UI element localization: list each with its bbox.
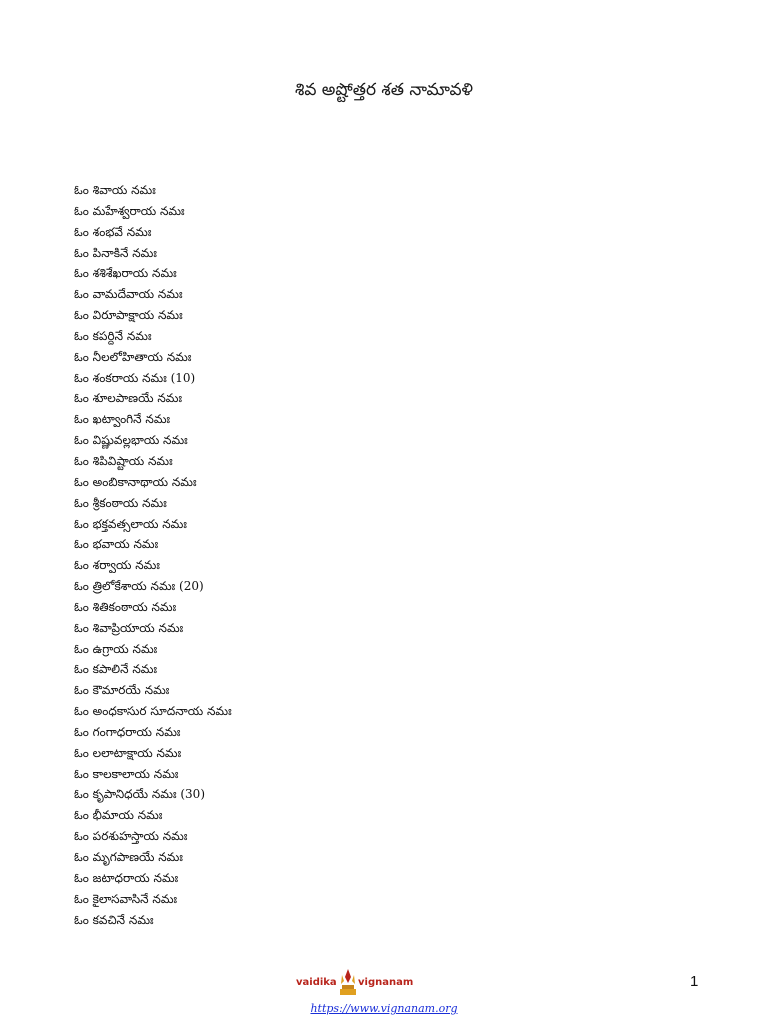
lamp-emblem-icon (338, 967, 358, 997)
name-item: ఓం కపర్దినే నమః (74, 328, 152, 343)
name-item: ఓం శంభవే నమః (74, 224, 152, 239)
name-item: ఓం పరశుహస్తాయ నమః (74, 829, 188, 844)
logo-text-right: vignanam (358, 977, 414, 988)
page-footer (0, 965, 768, 1024)
name-item: ఓం శశిశేఖరాయ నమః (74, 266, 177, 281)
name-item: ఓం లలాటాక్షాయ నమః (74, 745, 182, 760)
name-item: ఓం శిపివిష్టాయ నమః (74, 453, 173, 468)
name-item: ఓం త్రిలోకేశాయ నమః (20) (74, 579, 204, 594)
name-item: ఓం కాలకాలాయ నమః (74, 766, 179, 781)
name-item: ఓం శివాప్రియాయ నమః (74, 620, 184, 635)
name-item: ఓం భక్తవత్సలాయ నమః (74, 516, 187, 531)
site-link[interactable]: https://www.vignanam.org (310, 1002, 458, 1015)
vaidika-vignanam-logo (296, 967, 416, 997)
name-item: ఓం కైలాసవాసినే నమః (74, 891, 178, 906)
name-item: ఓం శంకరాయ నమః (10) (74, 370, 196, 385)
page-number: 1 (690, 973, 699, 990)
name-item: ఓం విరూపాక్షాయ నమః (74, 308, 183, 323)
name-item: ఓం గంగాధరాయ నమః (74, 724, 181, 739)
name-item: ఓం కపాలినే నమః (74, 662, 158, 677)
name-item: ఓం ఉగ్రాయ నమః (74, 641, 158, 656)
name-item: ఓం కృపానిధయే నమః (30) (74, 787, 205, 802)
name-item: ఓం పినాకినే నమః (74, 245, 157, 260)
name-item: ఓం శ్రీకంఠాయ నమః (74, 495, 167, 510)
page-title: శివ అష్టోత్తర శత నామావళి (294, 80, 474, 100)
name-item: ఓం మహేశ్వరాయ నమః (74, 203, 185, 218)
name-item: ఓం వామదేవాయ నమః (74, 287, 183, 302)
name-item: ఓం జటాధరాయ నమః (74, 870, 179, 885)
name-item: ఓం శితికంఠాయ నమః (74, 599, 177, 614)
name-item: ఓం మృగపాణయే నమః (74, 850, 183, 864)
name-item: ఓం అంబికానాథాయ నమః (74, 474, 197, 489)
name-item: ఓం కౌమారయే నమః (74, 683, 170, 698)
name-item: ఓం నీలలోహితాయ నమః (74, 349, 192, 364)
name-item: ఓం విష్ణువల్లభాయ నమః (74, 433, 188, 448)
logo-text-left: vaidika (296, 977, 337, 988)
name-item: ఓం అంధకాసుర సూదనాయ నమః (74, 704, 232, 719)
names-list (74, 180, 232, 930)
name-item: ఓం ఖట్వాంగినే నమః (74, 412, 171, 427)
name-item: ఓం భీమాయ నమః (74, 808, 163, 823)
name-item: ఓం భవాయ నమః (74, 537, 159, 552)
name-item: ఓం కవచినే నమః (74, 912, 154, 927)
name-item: ఓం శర్వాయ నమః (74, 558, 160, 573)
name-item: ఓం శూలపాణయే నమః (74, 391, 182, 406)
name-item: ఓం శివాయ నమః (74, 183, 156, 197)
